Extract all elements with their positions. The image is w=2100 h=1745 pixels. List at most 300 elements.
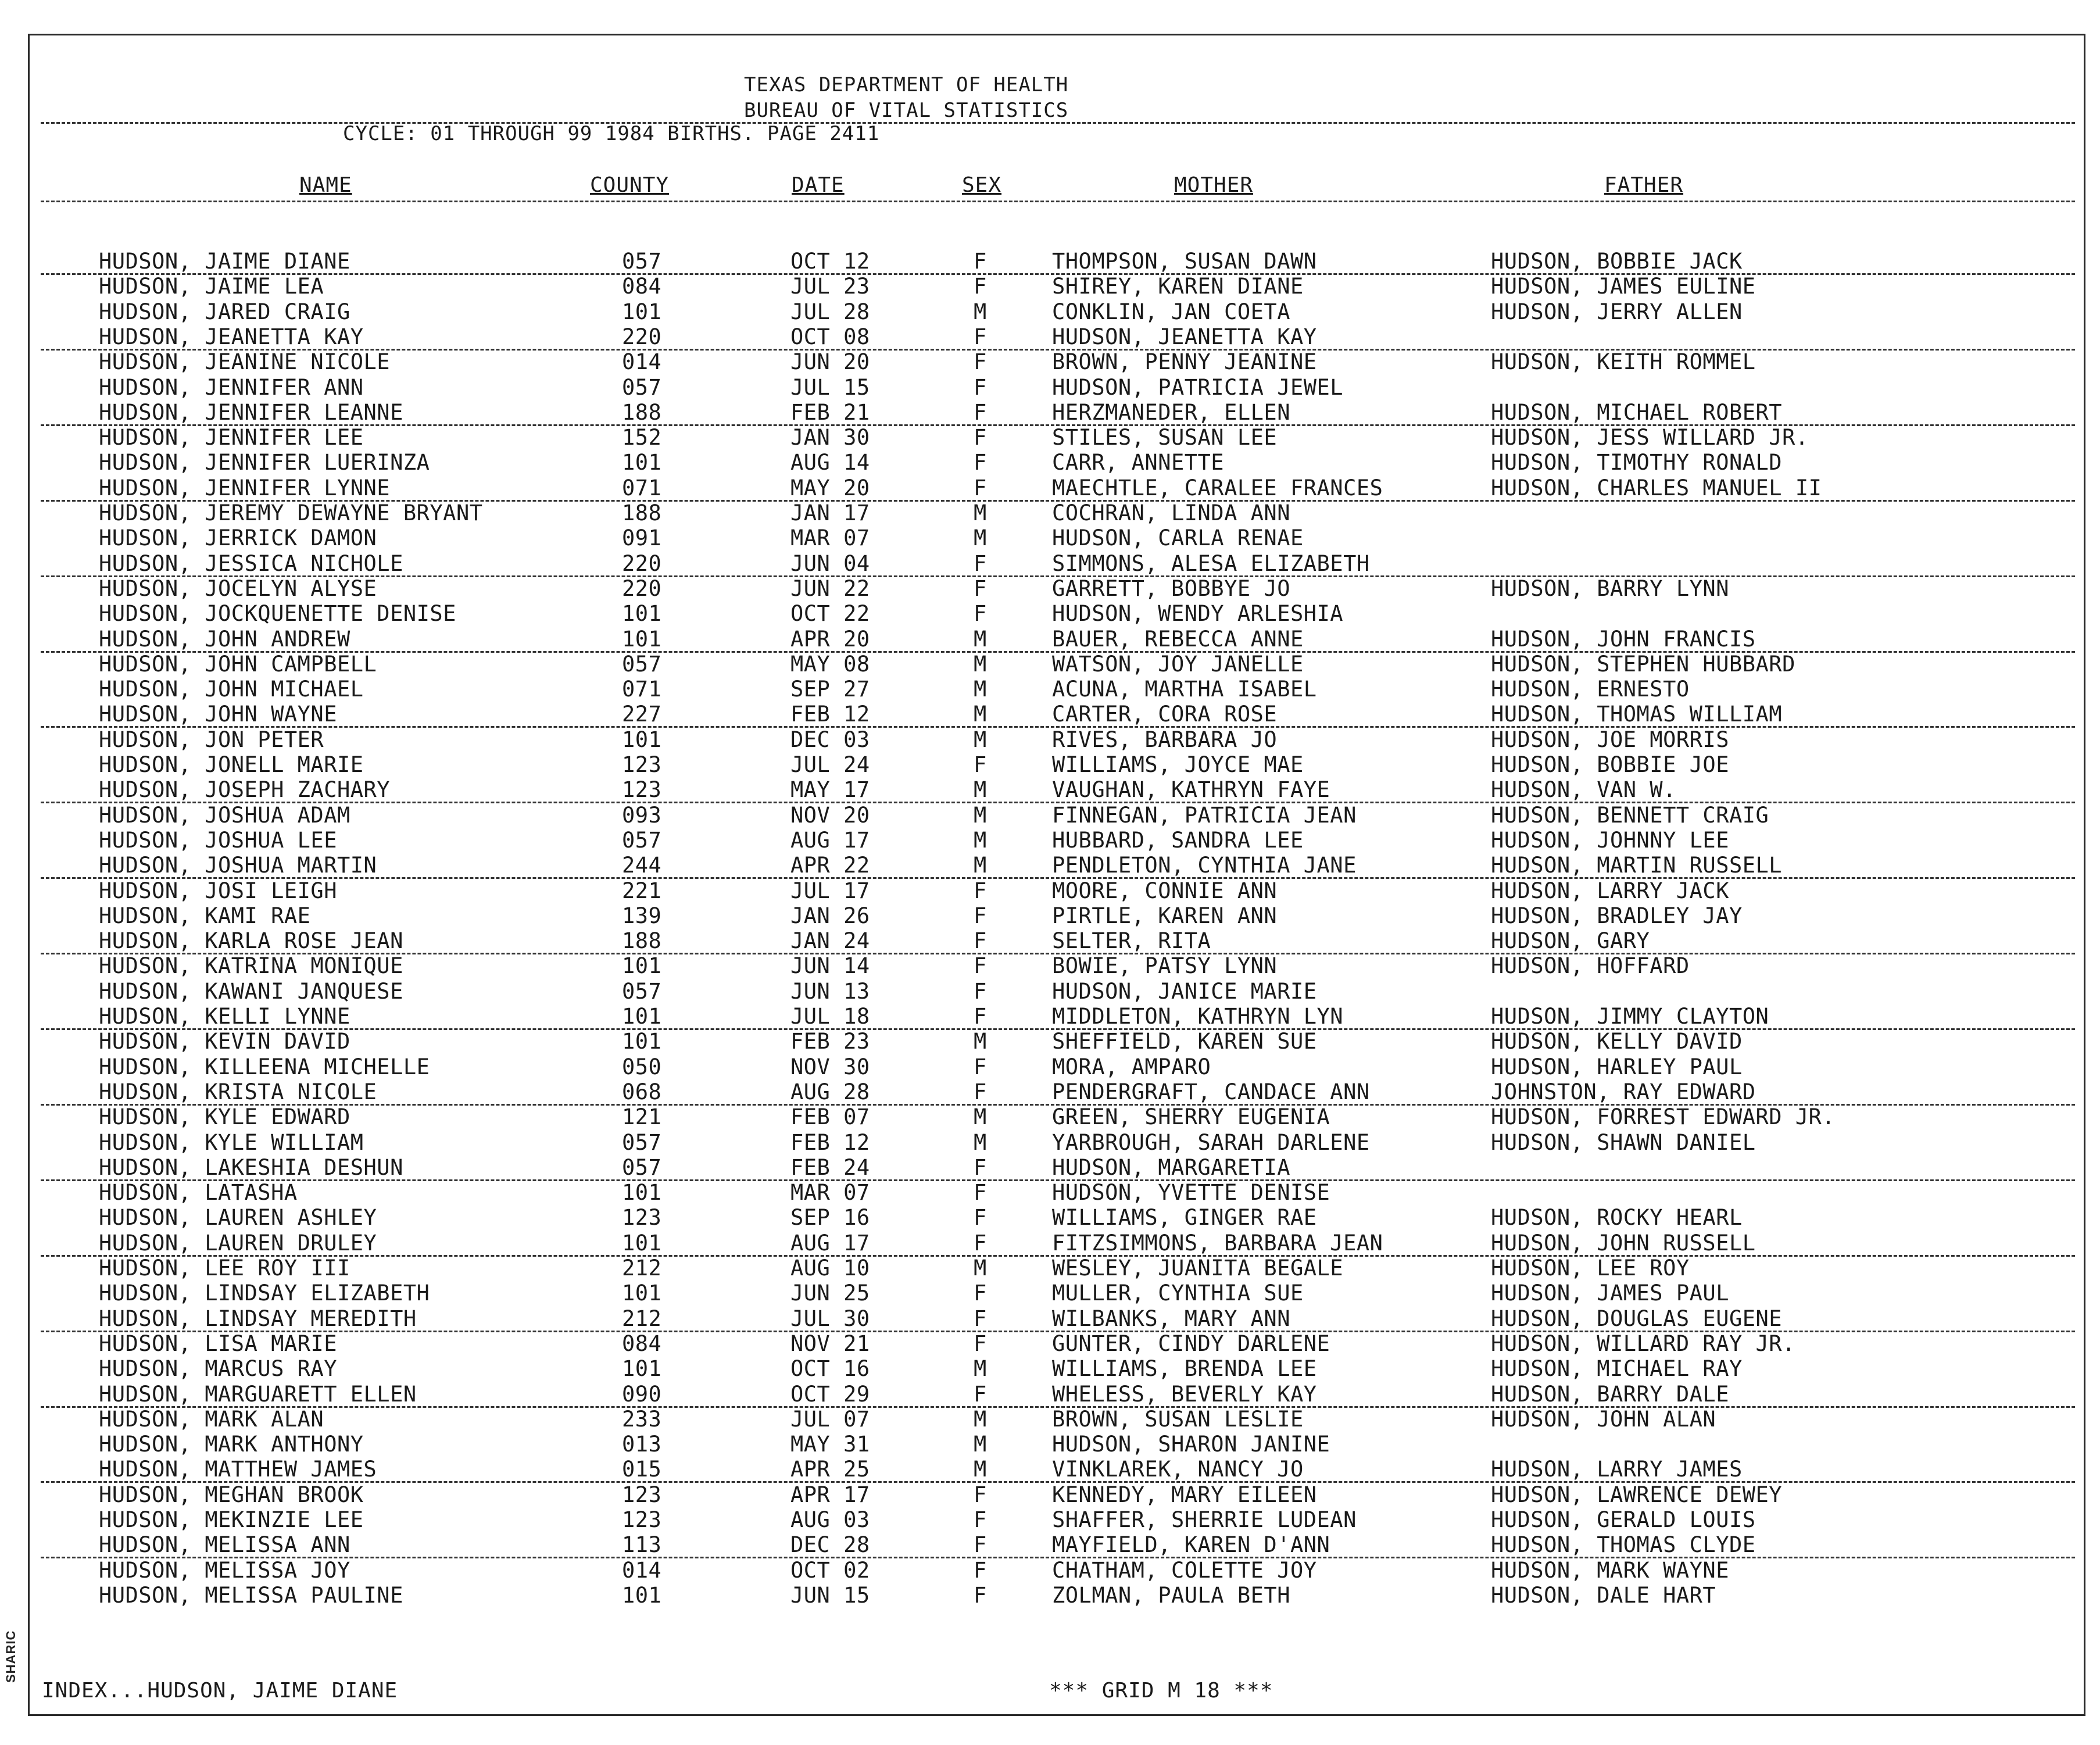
- table-row: [0, 551, 2100, 576]
- cell-sex: F: [974, 1180, 987, 1205]
- cell-father: HUDSON, GERALD LOUIS: [1491, 1507, 1756, 1532]
- cell-date: APR 20: [790, 627, 870, 652]
- header-bureau: BUREAU OF VITAL STATISTICS: [744, 99, 1069, 122]
- cell-father: HUDSON, GARY: [1491, 928, 1650, 953]
- table-row: [0, 953, 2100, 978]
- cell-county: 050: [622, 1054, 662, 1079]
- cell-county: 057: [622, 979, 662, 1004]
- cell-sex: M: [974, 1029, 987, 1054]
- cell-father: HUDSON, BARRY LYNN: [1491, 576, 1729, 601]
- cell-name: HUDSON, LATASHA: [99, 1180, 298, 1205]
- cell-sex: F: [974, 752, 987, 777]
- cell-county: 057: [622, 828, 662, 853]
- cell-county: 188: [622, 928, 662, 953]
- cell-father: HUDSON, TIMOTHY RONALD: [1491, 450, 1783, 475]
- cell-date: JAN 26: [790, 903, 870, 928]
- cell-father: HUDSON, HARLEY PAUL: [1491, 1054, 1743, 1079]
- cell-sex: M: [974, 853, 987, 878]
- footer-index: INDEX...HUDSON, JAIME DIANE: [42, 1679, 398, 1703]
- column-header-father: FATHER: [1604, 173, 1684, 197]
- cell-mother: ACUNA, MARTHA ISABEL: [1052, 677, 1317, 702]
- cell-father: HUDSON, FORREST EDWARD JR.: [1491, 1104, 1836, 1129]
- table-row: [0, 803, 2100, 828]
- cell-mother: MULLER, CYNTHIA SUE: [1052, 1281, 1304, 1306]
- cell-name: HUDSON, JOSHUA MARTIN: [99, 853, 377, 878]
- cell-date: JUN 04: [790, 551, 870, 576]
- table-row: [0, 1231, 2100, 1256]
- side-label: SHARIC: [3, 1630, 18, 1683]
- cell-county: 101: [622, 1004, 662, 1029]
- cell-sex: F: [974, 601, 987, 626]
- cell-name: HUDSON, JESSICA NICHOLE: [99, 551, 403, 576]
- cell-father: HUDSON, KEITH ROMMEL: [1491, 349, 1756, 374]
- cell-county: 101: [622, 1231, 662, 1256]
- cell-name: HUDSON, JOHN ANDREW: [99, 627, 350, 652]
- cell-mother: HUDSON, MARGARETIA: [1052, 1155, 1290, 1180]
- cell-date: AUG 17: [790, 828, 870, 853]
- cell-sex: M: [974, 828, 987, 853]
- cell-mother: WILLIAMS, GINGER RAE: [1052, 1205, 1317, 1230]
- cell-county: 227: [622, 702, 662, 727]
- cell-name: HUDSON, LINDSAY MEREDITH: [99, 1306, 417, 1331]
- cell-mother: FINNEGAN, PATRICIA JEAN: [1052, 803, 1357, 828]
- column-header-county: COUNTY: [590, 173, 670, 197]
- cell-mother: SELTER, RITA: [1052, 928, 1211, 953]
- cell-father: HUDSON, LEE ROY: [1491, 1256, 1690, 1281]
- table-row: [0, 324, 2100, 349]
- cell-name: HUDSON, KELLI LYNNE: [99, 1004, 350, 1029]
- table-row: [0, 928, 2100, 953]
- cell-date: FEB 12: [790, 1130, 870, 1155]
- cell-name: HUDSON, JOCELYN ALYSE: [99, 576, 377, 601]
- cell-mother: MORA, AMPARO: [1052, 1054, 1211, 1079]
- cell-date: JUN 25: [790, 1281, 870, 1306]
- cell-date: JUN 20: [790, 349, 870, 374]
- cell-name: HUDSON, KYLE WILLIAM: [99, 1130, 364, 1155]
- cell-name: HUDSON, KARLA ROSE JEAN: [99, 928, 403, 953]
- cell-father: HUDSON, MICHAEL RAY: [1491, 1356, 1743, 1381]
- cell-father: HUDSON, HOFFARD: [1491, 953, 1690, 978]
- cell-county: 090: [622, 1382, 662, 1407]
- cell-name: HUDSON, MELISSA PAULINE: [99, 1583, 403, 1608]
- cell-date: NOV 30: [790, 1054, 870, 1079]
- cell-father: HUDSON, MARTIN RUSSELL: [1491, 853, 1783, 878]
- cell-name: HUDSON, KEVIN DAVID: [99, 1029, 350, 1054]
- cell-mother: CARR, ANNETTE: [1052, 450, 1225, 475]
- cell-mother: BROWN, PENNY JEANINE: [1052, 349, 1317, 374]
- cell-sex: F: [974, 878, 987, 903]
- cell-date: JUL 15: [790, 375, 870, 400]
- cell-mother: WATSON, JOY JANELLE: [1052, 652, 1304, 677]
- cell-name: HUDSON, MEKINZIE LEE: [99, 1507, 364, 1532]
- cell-sex: F: [974, 450, 987, 475]
- cell-date: OCT 29: [790, 1382, 870, 1407]
- cell-name: HUDSON, JEREMY DEWAYNE BRYANT: [99, 500, 483, 525]
- cell-county: 101: [622, 299, 662, 324]
- cell-date: MAR 07: [790, 525, 870, 550]
- table-row: [0, 475, 2100, 500]
- cell-date: JUL 30: [790, 1306, 870, 1331]
- table-row: [0, 1482, 2100, 1507]
- cell-county: 101: [622, 1180, 662, 1205]
- cell-date: OCT 22: [790, 601, 870, 626]
- cell-sex: F: [974, 249, 987, 274]
- cell-father: HUDSON, KELLY DAVID: [1491, 1029, 1743, 1054]
- cell-name: HUDSON, MELISSA ANN: [99, 1532, 350, 1557]
- cell-sex: F: [974, 349, 987, 374]
- cell-sex: M: [974, 1104, 987, 1129]
- cell-father: HUDSON, JOHN RUSSELL: [1491, 1231, 1756, 1256]
- cell-father: HUDSON, BENNETT CRAIG: [1491, 803, 1769, 828]
- cell-father: HUDSON, MARK WAYNE: [1491, 1558, 1729, 1583]
- cell-name: HUDSON, KAMI RAE: [99, 903, 311, 928]
- table-row: [0, 1130, 2100, 1155]
- cell-sex: F: [974, 928, 987, 953]
- cell-date: AUG 28: [790, 1079, 870, 1104]
- cell-date: JAN 17: [790, 500, 870, 525]
- cell-county: 139: [622, 903, 662, 928]
- table-row: [0, 1155, 2100, 1180]
- cell-sex: F: [974, 1382, 987, 1407]
- cell-date: SEP 16: [790, 1205, 870, 1230]
- cell-mother: PIRTLE, KAREN ANN: [1052, 903, 1278, 928]
- cell-name: HUDSON, MARK ANTHONY: [99, 1432, 364, 1457]
- cell-county: 212: [622, 1306, 662, 1331]
- cell-county: 101: [622, 450, 662, 475]
- cell-county: 221: [622, 878, 662, 903]
- cell-name: HUDSON, JENNIFER LEANNE: [99, 400, 403, 425]
- cell-name: HUDSON, LAKESHIA DESHUN: [99, 1155, 403, 1180]
- cell-county: 212: [622, 1256, 662, 1281]
- cell-name: HUDSON, JEANINE NICOLE: [99, 349, 391, 374]
- cell-county: 101: [622, 953, 662, 978]
- table-row: [0, 274, 2100, 299]
- cell-sex: F: [974, 1004, 987, 1029]
- cell-father: HUDSON, LARRY JAMES: [1491, 1457, 1743, 1482]
- table-row: [0, 878, 2100, 903]
- cell-father: HUDSON, VAN W.: [1491, 777, 1676, 802]
- cell-sex: F: [974, 576, 987, 601]
- cell-date: JUL 23: [790, 274, 870, 299]
- cell-date: JUL 07: [790, 1407, 870, 1432]
- cell-county: 121: [622, 1104, 662, 1129]
- cell-date: OCT 12: [790, 249, 870, 274]
- cell-father: HUDSON, JOHN FRANCIS: [1491, 627, 1756, 652]
- cell-father: HUDSON, SHAWN DANIEL: [1491, 1130, 1756, 1155]
- table-row: [0, 450, 2100, 475]
- table-row: [0, 1004, 2100, 1029]
- cell-name: HUDSON, KYLE EDWARD: [99, 1104, 350, 1129]
- cell-sex: M: [974, 727, 987, 752]
- cell-date: MAY 20: [790, 475, 870, 500]
- cell-date: MAR 07: [790, 1180, 870, 1205]
- cell-name: HUDSON, JOHN MICHAEL: [99, 677, 364, 702]
- cell-county: 220: [622, 551, 662, 576]
- cell-county: 123: [622, 1482, 662, 1507]
- table-row: [0, 903, 2100, 928]
- cell-mother: ZOLMAN, PAULA BETH: [1052, 1583, 1290, 1608]
- cell-county: 014: [622, 1558, 662, 1583]
- cell-sex: F: [974, 1331, 987, 1356]
- cell-sex: F: [974, 274, 987, 299]
- cell-county: 101: [622, 1281, 662, 1306]
- cell-mother: GUNTER, CINDY DARLENE: [1052, 1331, 1330, 1356]
- cell-name: HUDSON, MARK ALAN: [99, 1407, 324, 1432]
- cell-sex: M: [974, 1356, 987, 1381]
- cell-mother: FITZSIMMONS, BARBARA JEAN: [1052, 1231, 1383, 1256]
- table-row: [0, 500, 2100, 525]
- cell-county: 113: [622, 1532, 662, 1557]
- cell-mother: SHIREY, KAREN DIANE: [1052, 274, 1304, 299]
- table-row: [0, 1054, 2100, 1079]
- table-row: [0, 777, 2100, 802]
- table-row: [0, 1382, 2100, 1407]
- cell-mother: SHAFFER, SHERRIE LUDEAN: [1052, 1507, 1357, 1532]
- cell-name: HUDSON, JOSHUA LEE: [99, 828, 337, 853]
- cell-mother: HERZMANEDER, ELLEN: [1052, 400, 1290, 425]
- cell-mother: PENDLETON, CYNTHIA JANE: [1052, 853, 1357, 878]
- cell-date: JUN 14: [790, 953, 870, 978]
- cell-father: HUDSON, BOBBIE JOE: [1491, 752, 1729, 777]
- cell-mother: MIDDLETON, KATHRYN LYN: [1052, 1004, 1344, 1029]
- cell-mother: VINKLAREK, NANCY JO: [1052, 1457, 1304, 1482]
- cell-mother: HUDSON, CARLA RENAE: [1052, 525, 1304, 550]
- cell-mother: MAECHTLE, CARALEE FRANCES: [1052, 475, 1383, 500]
- table-row: [0, 828, 2100, 853]
- table-row: [0, 853, 2100, 878]
- table-row: [0, 1432, 2100, 1457]
- cell-name: HUDSON, MARCUS RAY: [99, 1356, 337, 1381]
- cell-father: HUDSON, ROCKY HEARL: [1491, 1205, 1743, 1230]
- cell-sex: F: [974, 425, 987, 450]
- table-row: [0, 1281, 2100, 1306]
- cell-father: HUDSON, JERRY ALLEN: [1491, 299, 1743, 324]
- table-row: [0, 1331, 2100, 1356]
- cell-sex: M: [974, 777, 987, 802]
- cell-date: DEC 03: [790, 727, 870, 752]
- table-row: [0, 1180, 2100, 1205]
- cell-name: HUDSON, JENNIFER LYNNE: [99, 475, 391, 500]
- cell-mother: SHEFFIELD, KAREN SUE: [1052, 1029, 1317, 1054]
- cell-county: 068: [622, 1079, 662, 1104]
- cell-mother: RIVES, BARBARA JO: [1052, 727, 1278, 752]
- cell-mother: HUDSON, PATRICIA JEWEL: [1052, 375, 1344, 400]
- table-row: [0, 1029, 2100, 1054]
- cell-county: 013: [622, 1432, 662, 1457]
- cell-date: FEB 23: [790, 1029, 870, 1054]
- cell-sex: M: [974, 500, 987, 525]
- cell-name: HUDSON, LINDSAY ELIZABETH: [99, 1281, 430, 1306]
- cell-sex: F: [974, 1532, 987, 1557]
- table-row: [0, 1507, 2100, 1532]
- cell-date: OCT 02: [790, 1558, 870, 1583]
- table-row: [0, 249, 2100, 274]
- cell-father: HUDSON, JOE MORRIS: [1491, 727, 1729, 752]
- cell-date: NOV 20: [790, 803, 870, 828]
- table-row: [0, 652, 2100, 677]
- cell-sex: F: [974, 324, 987, 349]
- cell-date: DEC 28: [790, 1532, 870, 1557]
- cell-mother: HUDSON, WENDY ARLESHIA: [1052, 601, 1344, 626]
- cell-name: HUDSON, MEGHAN BROOK: [99, 1482, 364, 1507]
- table-row: [0, 702, 2100, 727]
- cell-mother: MAYFIELD, KAREN D'ANN: [1052, 1532, 1330, 1557]
- cell-sex: F: [974, 1155, 987, 1180]
- cell-sex: F: [974, 375, 987, 400]
- cell-sex: F: [974, 1079, 987, 1104]
- cell-sex: M: [974, 702, 987, 727]
- cell-date: MAY 31: [790, 1432, 870, 1457]
- cell-sex: F: [974, 1281, 987, 1306]
- header-cycle: CYCLE: 01 THROUGH 99 1984 BIRTHS. PAGE 2411: [343, 122, 880, 145]
- table-row: [0, 375, 2100, 400]
- cell-name: HUDSON, JOHN WAYNE: [99, 702, 337, 727]
- table-row: [0, 601, 2100, 626]
- cell-name: HUDSON, JEANETTA KAY: [99, 324, 364, 349]
- cell-name: HUDSON, LAUREN ASHLEY: [99, 1205, 377, 1230]
- cell-mother: BOWIE, PATSY LYNN: [1052, 953, 1278, 978]
- cell-sex: F: [974, 1558, 987, 1583]
- table-row: [0, 1104, 2100, 1129]
- column-header-mother: MOTHER: [1174, 173, 1254, 197]
- cell-date: JUN 15: [790, 1583, 870, 1608]
- cell-county: 015: [622, 1457, 662, 1482]
- cell-county: 101: [622, 601, 662, 626]
- table-row: [0, 525, 2100, 550]
- header-department: TEXAS DEPARTMENT OF HEALTH: [744, 73, 1069, 96]
- cell-date: OCT 08: [790, 324, 870, 349]
- cell-date: OCT 16: [790, 1356, 870, 1381]
- cell-name: HUDSON, MELISSA JOY: [99, 1558, 350, 1583]
- cell-name: HUDSON, JENNIFER LUERINZA: [99, 450, 430, 475]
- cell-date: JUL 17: [790, 878, 870, 903]
- cell-name: HUDSON, LAUREN DRULEY: [99, 1231, 377, 1256]
- cell-father: HUDSON, LARRY JACK: [1491, 878, 1729, 903]
- cell-date: AUG 14: [790, 450, 870, 475]
- table-row: [0, 1306, 2100, 1331]
- table-row: [0, 1407, 2100, 1432]
- cell-sex: F: [974, 1054, 987, 1079]
- cell-date: APR 22: [790, 853, 870, 878]
- cell-mother: BAUER, REBECCA ANNE: [1052, 627, 1304, 652]
- table-row: [0, 627, 2100, 652]
- cell-name: HUDSON, JAIME LEA: [99, 274, 324, 299]
- cell-father: HUDSON, JESS WILLARD JR.: [1491, 425, 1809, 450]
- cell-county: 057: [622, 1130, 662, 1155]
- table-row: [0, 1457, 2100, 1482]
- cell-county: 123: [622, 777, 662, 802]
- table-row: [0, 1532, 2100, 1557]
- table-row: [0, 677, 2100, 702]
- cell-father: HUDSON, DOUGLAS EUGENE: [1491, 1306, 1783, 1331]
- cell-county: 101: [622, 627, 662, 652]
- cell-mother: GARRETT, BOBBYE JO: [1052, 576, 1290, 601]
- cell-county: 188: [622, 500, 662, 525]
- cell-sex: F: [974, 1306, 987, 1331]
- cell-name: HUDSON, KAWANI JANQUESE: [99, 979, 403, 1004]
- cell-name: HUDSON, JOSHUA ADAM: [99, 803, 350, 828]
- cell-sex: F: [974, 953, 987, 978]
- cell-father: JOHNSTON, RAY EDWARD: [1491, 1079, 1756, 1104]
- cell-county: 091: [622, 525, 662, 550]
- cell-sex: F: [974, 1507, 987, 1532]
- cell-county: 123: [622, 1507, 662, 1532]
- cell-father: HUDSON, JAMES EULINE: [1491, 274, 1756, 299]
- cell-sex: F: [974, 979, 987, 1004]
- cell-sex: F: [974, 1231, 987, 1256]
- table-row: [0, 752, 2100, 777]
- cell-name: HUDSON, KRISTA NICOLE: [99, 1079, 377, 1104]
- cell-father: HUDSON, JAMES PAUL: [1491, 1281, 1729, 1306]
- cell-date: FEB 21: [790, 400, 870, 425]
- cell-date: MAY 08: [790, 652, 870, 677]
- cell-name: HUDSON, JOCKQUENETTE DENISE: [99, 601, 456, 626]
- cell-mother: WHELESS, BEVERLY KAY: [1052, 1382, 1317, 1407]
- cell-sex: M: [974, 627, 987, 652]
- cell-mother: HUDSON, SHARON JANINE: [1052, 1432, 1330, 1457]
- cell-sex: M: [974, 803, 987, 828]
- cell-name: HUDSON, JOHN CAMPBELL: [99, 652, 377, 677]
- cell-date: APR 25: [790, 1457, 870, 1482]
- cell-father: HUDSON, JOHNNY LEE: [1491, 828, 1729, 853]
- table-row: [0, 1558, 2100, 1583]
- cell-name: HUDSON, LEE ROY III: [99, 1256, 350, 1281]
- cell-sex: F: [974, 400, 987, 425]
- column-header-sex: SEX: [962, 173, 1002, 197]
- cell-county: 057: [622, 1155, 662, 1180]
- cell-date: MAY 17: [790, 777, 870, 802]
- cell-county: 123: [622, 752, 662, 777]
- cell-mother: GREEN, SHERRY EUGENIA: [1052, 1104, 1330, 1129]
- cell-county: 233: [622, 1407, 662, 1432]
- cell-county: 101: [622, 727, 662, 752]
- cell-sex: M: [974, 299, 987, 324]
- table-row: [0, 1205, 2100, 1230]
- cell-sex: M: [974, 1130, 987, 1155]
- cell-mother: HUDSON, YVETTE DENISE: [1052, 1180, 1330, 1205]
- cell-name: HUDSON, JENNIFER LEE: [99, 425, 364, 450]
- cell-sex: F: [974, 551, 987, 576]
- table-row: [0, 1079, 2100, 1104]
- cell-mother: WILLIAMS, BRENDA LEE: [1052, 1356, 1317, 1381]
- cell-date: AUG 10: [790, 1256, 870, 1281]
- cell-date: AUG 17: [790, 1231, 870, 1256]
- cell-date: APR 17: [790, 1482, 870, 1507]
- cell-name: HUDSON, JARED CRAIG: [99, 299, 350, 324]
- cell-county: 101: [622, 1583, 662, 1608]
- cell-name: HUDSON, JOSEPH ZACHARY: [99, 777, 391, 802]
- cell-county: 057: [622, 249, 662, 274]
- cell-mother: WESLEY, JUANITA BEGALE: [1052, 1256, 1344, 1281]
- cell-mother: WILLIAMS, JOYCE MAE: [1052, 752, 1304, 777]
- cell-sex: M: [974, 677, 987, 702]
- table-row: [0, 576, 2100, 601]
- cell-father: HUDSON, JIMMY CLAYTON: [1491, 1004, 1769, 1029]
- cell-name: HUDSON, KATRINA MONIQUE: [99, 953, 403, 978]
- table-row: [0, 349, 2100, 374]
- cell-sex: F: [974, 1482, 987, 1507]
- cell-county: 101: [622, 1356, 662, 1381]
- cell-name: HUDSON, JON PETER: [99, 727, 324, 752]
- cell-father: HUDSON, BARRY DALE: [1491, 1382, 1729, 1407]
- table-row: [0, 299, 2100, 324]
- cell-date: NOV 21: [790, 1331, 870, 1356]
- cell-date: JUL 28: [790, 299, 870, 324]
- table-row: [0, 1356, 2100, 1381]
- cell-county: 057: [622, 375, 662, 400]
- cell-date: JUL 18: [790, 1004, 870, 1029]
- cell-sex: M: [974, 1256, 987, 1281]
